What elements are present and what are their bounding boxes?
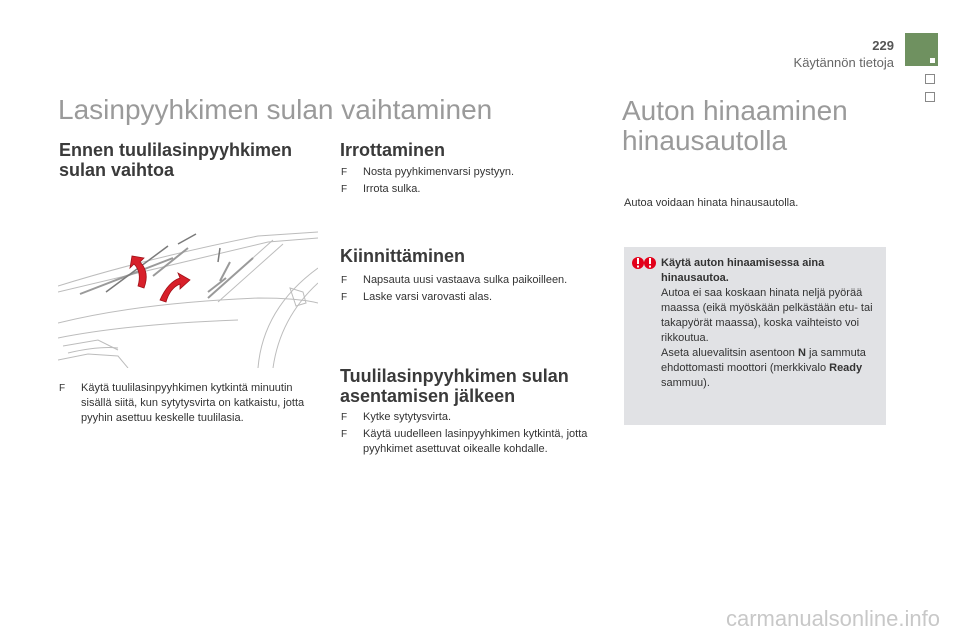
towing-title: Auton hinaaminen hinausautolla	[622, 95, 848, 156]
warning-text	[661, 256, 879, 391]
list-item-text: Irrota sulka.	[363, 183, 421, 195]
bullet-marker: F	[341, 184, 348, 195]
bullet-marker: F	[341, 275, 348, 286]
heading-removal: Irrottaminen	[340, 140, 446, 160]
chapter-tab-empty-2[interactable]	[925, 92, 935, 102]
list-item	[341, 427, 603, 457]
list-item	[341, 165, 601, 180]
bullets-fitting	[341, 273, 601, 307]
bullets-after-replacement	[341, 410, 603, 459]
bullet-marker: F	[59, 383, 66, 394]
warning-p2-before: Aseta aluevalitsin asentoon	[661, 347, 795, 359]
chapter-tab-empty-1[interactable]	[925, 74, 935, 84]
list-item	[341, 273, 601, 288]
warning-p2-end: sammuu).	[661, 377, 710, 389]
list-item-text: Kytke sytytysvirta.	[363, 411, 452, 423]
warning-p2-after: ja sammuta ehdottomasti moottori (merkkivalo	[661, 347, 866, 374]
heading-before-replacement: Ennen tuulilasinpyyhkimen sulan vaihtoa	[59, 140, 293, 180]
section-name: Käytännön tietoja	[793, 55, 894, 70]
wiper-illustration	[58, 228, 318, 368]
list-item	[341, 290, 601, 305]
list-item-text: Käytä uudelleen lasinpyyhkimen kytkintä, jotta pyyhkimet asettuvat oikealle kohdalle.	[363, 428, 588, 455]
bullets-removal	[341, 165, 601, 199]
warning-paragraph-1: Autoa ei saa koskaan hinata neljä pyörää maassa (eikä myöskään pelkästään etu- tai takapyörät maassa), koska vaihteisto voi rikkoutua.	[661, 287, 873, 344]
warning-icon-svg	[632, 255, 656, 271]
list-item-text: Käytä tuulilasinpyyhkimen kytkintä minuutin sisällä siitä, kun sytytysvirta on katkaistu, jotta pyyhin asettuu keskelle tuulilasia.	[81, 382, 305, 424]
ready-label: Ready	[829, 362, 863, 374]
bullets-before-replacement	[59, 381, 309, 428]
gear-n-label: N	[798, 347, 806, 359]
page-title: Lasinpyyhkimen sulan vaihtaminen	[58, 94, 493, 125]
watermark: carmanualsonline.info	[725, 606, 940, 631]
warning-box	[624, 247, 886, 425]
bullet-marker: F	[341, 412, 348, 423]
bullet-marker: F	[341, 292, 348, 303]
wiper-illustration-svg	[58, 228, 318, 368]
chapter-tab-square	[930, 58, 935, 63]
list-item-text: Napsauta uusi vastaava sulka paikoilleen.	[363, 274, 568, 286]
list-item	[341, 182, 601, 197]
towing-intro: Autoa voidaan hinata hinausautolla.	[624, 197, 799, 209]
heading-after-replacement: Tuulilasinpyyhkimen sulan asentamisen jälkeen	[340, 366, 569, 406]
warning-heading: Käytä auton hinaamisessa aina hinausautoa.	[661, 257, 825, 284]
list-item-text: Nosta pyyhkimenvarsi pystyyn.	[363, 166, 514, 178]
heading-fitting: Kiinnittäminen	[340, 246, 465, 266]
page-number: 229	[872, 38, 894, 53]
list-item	[59, 381, 309, 426]
list-item-text: Laske varsi varovasti alas.	[363, 291, 492, 303]
bullet-marker: F	[341, 429, 348, 440]
warning-paragraph-2	[661, 346, 879, 391]
bullet-marker: F	[341, 167, 348, 178]
list-item	[341, 410, 603, 425]
warning-icon	[632, 255, 656, 276]
chapter-tab[interactable]	[905, 33, 938, 66]
